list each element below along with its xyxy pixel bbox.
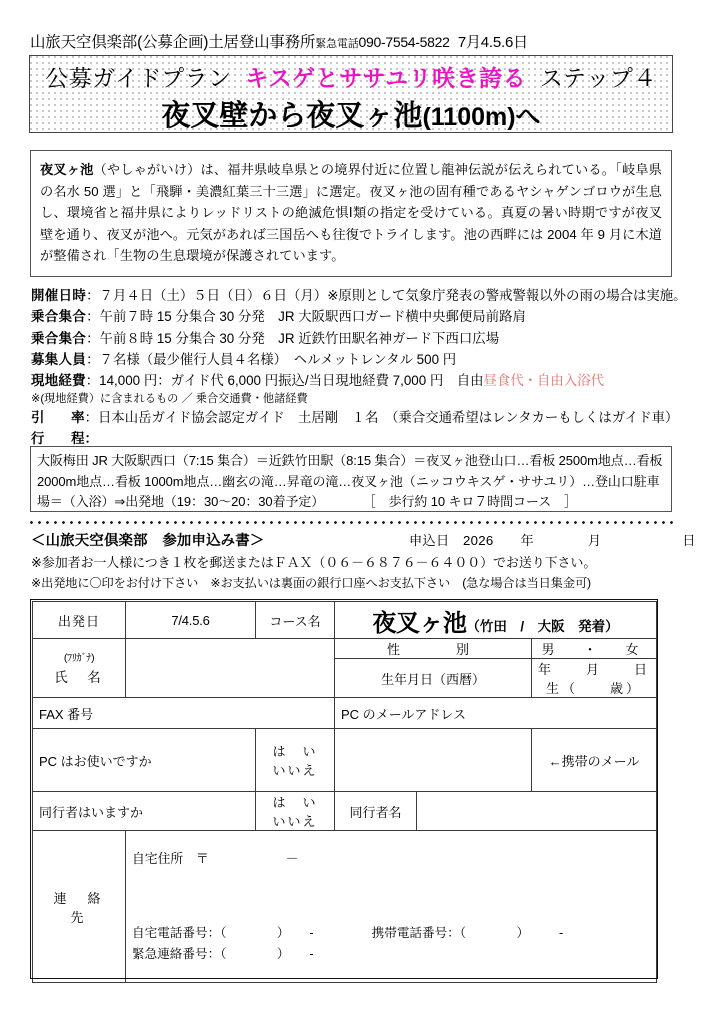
emergency-number: 090-7554-5822 <box>358 34 450 50</box>
fee-value: ：14,000 円：ガイド代 6,000 円振込/当日現地経費 7,000 円 自由 <box>85 373 484 388</box>
info-value: ：午前７時 15 分集合 30 分発 JR 大阪駅西口ガード横中央郵便局前路肩 <box>86 309 526 325</box>
address-write-space[interactable] <box>132 869 650 923</box>
table-row <box>33 792 657 831</box>
table-row <box>33 639 657 659</box>
cell-gender-label: 性 別 <box>335 639 532 659</box>
cell-name-input[interactable] <box>126 639 335 698</box>
address-label: 自宅住所 〒 － <box>132 850 299 866</box>
course-name-text: 夜叉ヶ池 <box>372 609 467 637</box>
info-row <box>31 306 681 327</box>
application-date-line: 申込日 2026 年 月 日 <box>409 533 696 548</box>
cell-departure-value[interactable]: 7/4.5.6 <box>126 602 256 639</box>
mobile-phone-label: 携帯電話番号：（ ） <box>371 925 530 940</box>
info-row <box>31 285 687 306</box>
route-label: 行 程： <box>31 430 98 446</box>
banner-subtitle-line <box>30 60 672 93</box>
cell-departure-label: 出発日 <box>33 602 126 639</box>
guide-value: ：日本山岳ガイド協会認定ガイド 土居剛 １名 （乗合交通希望はレンタカーもしくはガイド車） <box>84 410 679 425</box>
info-label: 乗合集合 <box>31 309 87 325</box>
cell-birth-label: 生年月日（西暦） <box>335 659 532 698</box>
cell-course-name <box>335 602 657 639</box>
info-value: ：７月４日（土）５日（日）６日（月）※原則として気象庁発表の警戒警報以外の雨の場合は実施。 <box>86 288 687 303</box>
title-banner <box>29 55 673 133</box>
cell-course-label: コース名 <box>256 602 335 639</box>
cell-gender-options[interactable]: 男 ・ 女 <box>532 639 657 659</box>
cell-pc-mail-label[interactable]: PC のメールアドレス <box>335 698 657 729</box>
application-title-row <box>31 530 696 552</box>
itinerary-text: 大阪梅田 JR 大阪駅西口（7:15 集合）＝近鉄竹田駅（8:15 集合）＝夜叉ヶ池登山口…看板 2500m地点…看板 2000m地点…看板 1000m地点…幽玄の滝…昇竜の滝…夜叉ヶ池（ニッコウキスゲ・ササユリ）…登山口駐車場＝（入浴）⇒出発地（19：30～20：30着予定） ［ 歩行約 10 キロ７時間コース ］ <box>37 453 663 509</box>
phone-row-1 <box>132 923 650 944</box>
emergency-label: 緊急電話 <box>315 38 359 50</box>
description-box <box>30 150 672 277</box>
info-value: ：午前８時 15 分集合 30 分発 JR 近鉄竹田駅名神ガード下西口広場 <box>86 330 500 346</box>
fee-block <box>31 371 686 449</box>
cell-pc-use-label: PC はお使いですか <box>33 729 256 792</box>
table-row <box>33 602 657 639</box>
itinerary-box <box>30 446 672 512</box>
table-row <box>33 831 657 983</box>
fee-red-note: 昼食代・自由入浴代 <box>483 373 604 388</box>
dotted-divider <box>30 521 675 524</box>
organization-name: 山旅天空倶楽部(公募企画)土居登山事務所 <box>30 34 316 51</box>
banner-title-text: 夜叉壁から夜叉ヶ池 <box>161 100 423 132</box>
application-header <box>31 530 696 593</box>
emergency-phone-label: 緊急連絡番号：（ ） <box>132 946 290 961</box>
table-row <box>33 698 657 729</box>
info-row <box>31 349 681 370</box>
description-text <box>40 159 662 267</box>
cell-companion-label: 同行者はいますか <box>33 792 256 831</box>
cell-birth-value[interactable]: 年 月 日生（ 歳） <box>532 659 657 698</box>
fee-row <box>31 371 686 391</box>
phone-row-2 <box>132 944 650 965</box>
cell-contact-details[interactable] <box>126 831 657 983</box>
description-lead: 夜叉ヶ池 <box>40 162 94 177</box>
cell-pc-use-yesno[interactable]: は い いいえ <box>256 729 335 792</box>
info-label: 乗合集合 <box>31 330 87 346</box>
cell-fax-label[interactable]: FAX 番号 <box>33 698 335 729</box>
name-label: 氏 名 <box>54 670 104 685</box>
banner-step: ステップ４ <box>539 65 657 91</box>
banner-main-title <box>30 93 672 133</box>
application-note-1: ※参加者お一人様につき１枚を郵送またはＦＡＸ（０６－６８７６－６４００）でお送り下さい。 <box>31 555 597 570</box>
furigana-label: (ﾌﾘｶﾞﾅ) <box>63 652 95 664</box>
application-form-table <box>32 601 657 983</box>
application-note-2: ※出発地に〇印をお付け下さい ※お支払いは裏面の銀行口座へお支払下さい (急な場合は当日集金可) <box>31 576 591 590</box>
cell-companion-name-input[interactable] <box>417 792 657 831</box>
banner-title-elevation: (1100m)へ <box>422 103 541 131</box>
info-row <box>31 328 681 349</box>
fee-label: 現地経費 <box>31 373 86 388</box>
organization-header <box>30 30 528 52</box>
emergency-phone-dash: - <box>309 946 314 961</box>
info-value: ：７名様（最少催行人員４名様） ヘルメットレンタル 500 円 <box>86 351 457 367</box>
cell-pc-mail-input[interactable] <box>335 729 532 792</box>
cell-mobile-mail-label: ←携帯のメール <box>532 729 657 792</box>
guide-label: 引 率 <box>31 410 85 425</box>
info-block <box>31 285 687 370</box>
fee-note: ※(現地経費）に含まれるもの ／ 乗合交通費・他諸経費 <box>31 393 308 405</box>
home-phone-dash: - <box>309 925 314 940</box>
description-body: （やしゃがいけ）は、福井県岐阜県との境界付近に位置し龍神伝説が伝えられている。「岐阜県の名水 50 選」と「飛騨・美濃紅葉三十三選」に選定。夜叉ヶ池の固有種であるヤシャゲンゴロウが生息し、環境省と福井県によりレッドリストの絶滅危惧Ⅰ類の指定を受けている。真夏の暑い時期ですが夜叉壁を通り、夜叉が池へ。元気があれば三国岳へも往復でトライします。池の西畔には 2004 年 9 月に木道が整備され「生物の生息環境が保護されています。 <box>40 162 662 263</box>
cell-companion-name-label: 同行者名 <box>335 792 417 831</box>
banner-highlight: キスゲとササユリ咲き誇る <box>245 65 527 91</box>
cell-contact-label: 連 絡 先 <box>33 831 126 983</box>
mobile-phone-dash: - <box>559 925 564 940</box>
home-phone-label: 自宅電話番号：（ ） <box>132 925 290 940</box>
info-label: 開催日時 <box>31 288 87 303</box>
guide-row <box>31 408 686 429</box>
plan-label: 公募ガイドプラン <box>45 65 232 91</box>
cell-companion-yesno[interactable]: は い いいえ <box>256 792 335 831</box>
application-title: ＜山旅天空倶楽部 参加申込み書＞ <box>31 533 265 549</box>
cell-name-label <box>33 639 126 698</box>
course-sub-text: （竹田 / 大阪 発着） <box>466 618 619 634</box>
table-row <box>33 729 657 792</box>
info-label: 募集人員 <box>31 351 87 367</box>
header-dates: 7月4.5.6日 <box>457 34 528 51</box>
